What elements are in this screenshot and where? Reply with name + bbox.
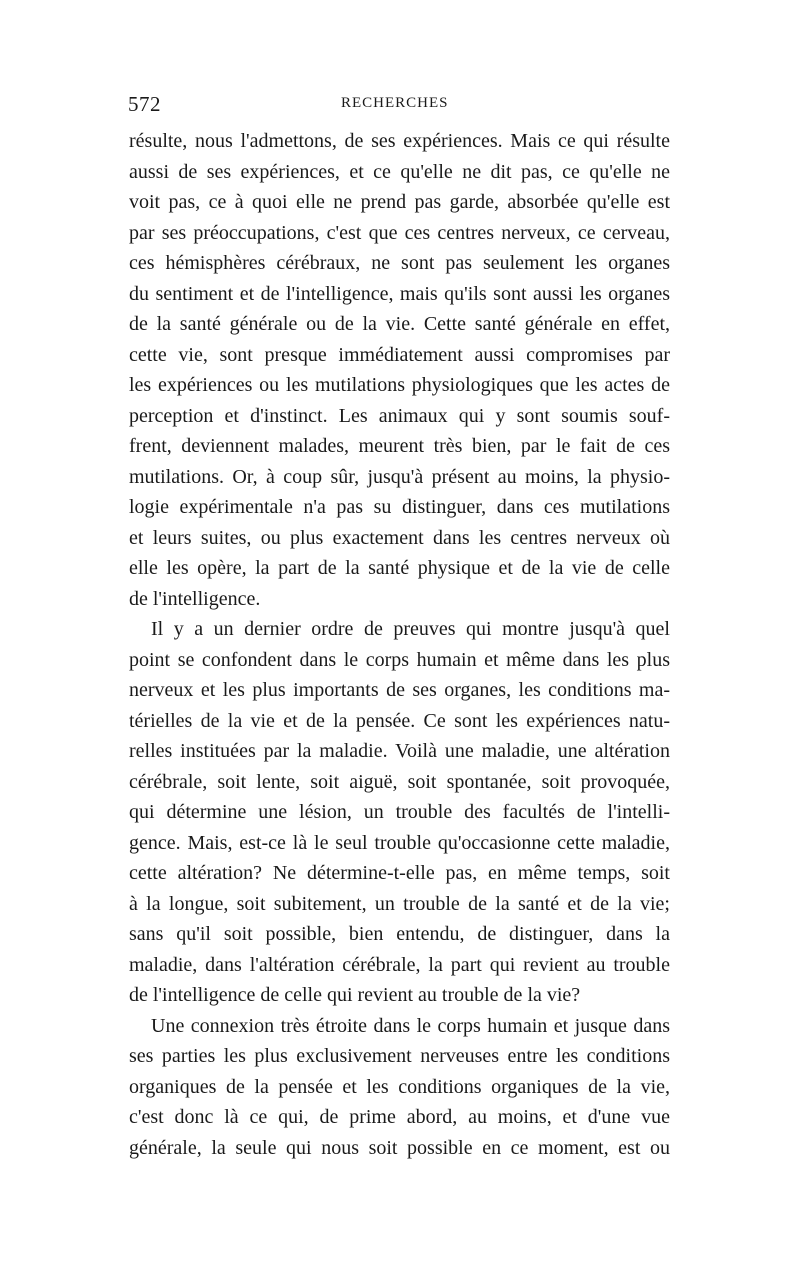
text-line: voit pas, ce à quoi elle ne prend pas garde, absorbée qu'elle est — [129, 191, 670, 213]
text-line: cette vie, sont presque immédiatement aussi compromises par — [129, 343, 670, 366]
text-line: organiques de la pensée et les conditions organiques de la vie, — [129, 1075, 670, 1098]
text-line: aussi de ses expériences, et ce qu'elle ne dit pas, ce qu'elle ne — [129, 160, 670, 183]
text-line: de l'intelligence. — [129, 587, 261, 610]
running-title: RECHERCHES — [341, 95, 449, 111]
text-line: du sentiment et de l'intelligence, mais qu'ils sont aussi les organes — [129, 282, 670, 305]
page-number: 572 — [128, 92, 161, 116]
text-line: de l'intelligence de celle qui revient au trouble de la vie? — [129, 984, 581, 1006]
text-line: de la santé générale ou de la vie. Cette santé générale en effet, — [129, 313, 670, 335]
text-line: logie expérimentale n'a pas su distinguer, dans ces mutilations — [129, 496, 670, 518]
running-head — [128, 92, 673, 122]
text-line: c'est donc là ce qui, de prime abord, au moins, et d'une vue — [129, 1106, 670, 1128]
text-line: térielles de la vie et de la pensée. Ce sont les expériences natu- — [129, 709, 670, 732]
text-line: relles instituées par la maladie. Voilà une maladie, une altération — [129, 740, 670, 762]
text-line: nerveux et les plus importants de ses organes, les conditions ma- — [129, 679, 670, 701]
body-text — [129, 126, 670, 1163]
text-line: générale, la seule qui nous soit possible en ce moment, est ou — [129, 1136, 670, 1159]
text-line: et leurs suites, ou plus exactement dans les centres nerveux où — [129, 526, 670, 549]
text-line: maladie, dans l'altération cérébrale, la part qui revient au trouble — [129, 953, 670, 976]
text-line: sans qu'il soit possible, bien entendu, de distinguer, dans la — [129, 923, 670, 945]
text-line: résulte, nous l'admettons, de ses expériences. Mais ce qui résulte — [129, 130, 670, 152]
text-line: par ses préoccupations, c'est que ces centres nerveux, ce cerveau, — [129, 221, 670, 244]
text-line: à la longue, soit subitement, un trouble de la santé et de la vie; — [129, 892, 670, 915]
text-line: cette altération? Ne détermine-t-elle pas, en même temps, soit — [129, 862, 670, 884]
text-line: perception et d'instinct. Les animaux qui y sont soumis souf- — [129, 404, 670, 427]
text-line: les expériences ou les mutilations physiologiques que les actes de — [129, 374, 670, 396]
text-line: mutilations. Or, à coup sûr, jusqu'à présent au moins, la physio- — [129, 465, 670, 488]
text-line: cérébrale, soit lente, soit aiguë, soit spontanée, soit provoquée, — [129, 770, 670, 793]
text-line: Une connexion très étroite dans le corps humain et jusque dans — [151, 1014, 670, 1037]
text-line: elle les opère, la part de la santé physique et de la vie de celle — [129, 557, 670, 579]
text-line: ces hémisphères cérébraux, ne sont pas seulement les organes — [129, 252, 670, 274]
text-line: qui détermine une lésion, un trouble des facultés de l'intelli- — [129, 801, 670, 823]
text-line: point se confondent dans le corps humain et même dans les plus — [129, 648, 670, 671]
text-line: frent, deviennent malades, meurent très bien, par le fait de ces — [129, 435, 670, 457]
text-line: ses parties les plus exclusivement nerveuses entre les conditions — [129, 1045, 670, 1067]
text-line: Il y a un dernier ordre de preuves qui montre jusqu'à quel — [151, 618, 670, 640]
text-line: gence. Mais, est-ce là le seul trouble qu'occasionne cette maladie, — [129, 831, 670, 854]
